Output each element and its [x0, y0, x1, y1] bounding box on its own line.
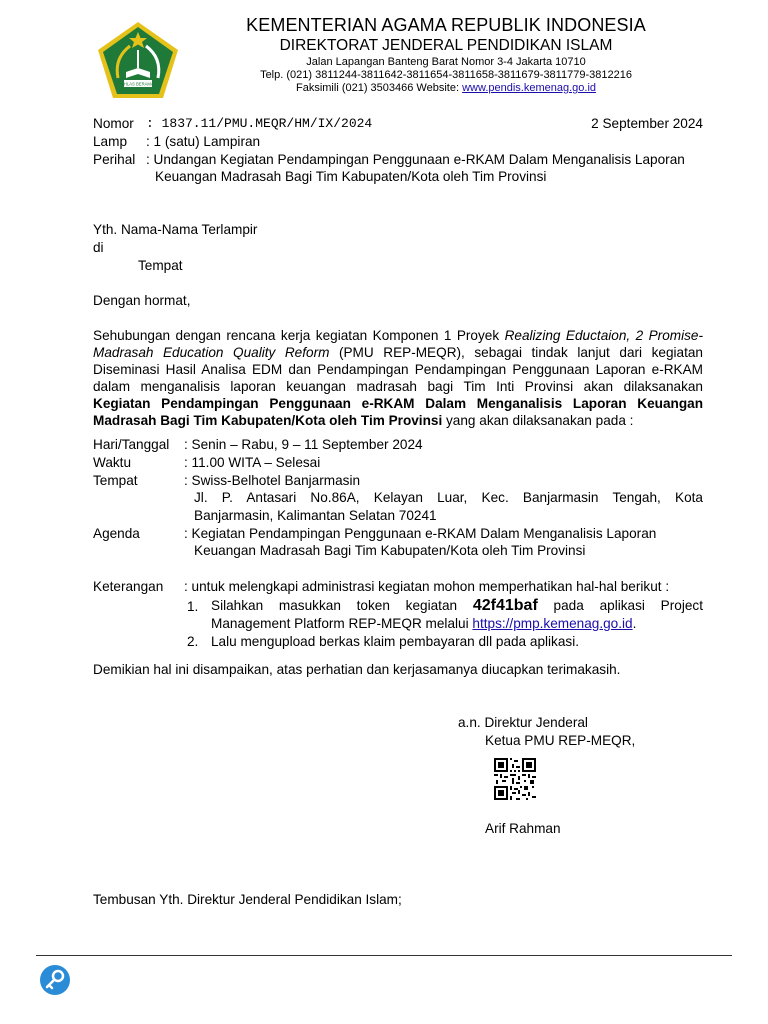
note-1-number: 1. [187, 599, 199, 614]
agenda-line-2: Keuangan Madrasah Bagi Tim Kabupaten/Kota oleh Tim Provinsi [194, 543, 586, 558]
tempat-address-1: Jl. P. Antasari No.86A, Kelayan Luar, Kec. Banjarmasin Tengah, Kota [194, 490, 703, 505]
fax-text: Faksimili (021) 3503466 Website: [295, 82, 463, 94]
body-line-4: dalam menganalisis laporan keuangan madrasah bagi Tim Inti Provinsi akan dilaksanakan [93, 379, 703, 394]
office-address: Jalan Lapangan Banteng Barat Nomor 3-4 Jakarta 10710 [306, 56, 586, 68]
body-line-6 [93, 412, 633, 429]
note-1-line-2 [211, 615, 636, 632]
website-link[interactable]: www.pendis.kemenag.go.id [462, 82, 597, 94]
directorate-name: DIREKTORAT JENDERAL PENDIDIKAN ISLAM [279, 37, 613, 54]
note-1-line-1 [211, 596, 703, 616]
ministry-logo [96, 20, 180, 100]
body-text: yang akan dilaksanakan pada : [442, 413, 634, 428]
body-text: (PMU REP-MEQR), sebagai tindak lanjut dari kegiatan [329, 345, 703, 360]
greeting: Dengan hormat, [93, 293, 191, 308]
letter-date: 2 September 2024 [591, 116, 703, 131]
perihal-line-1: : Undangan Kegiatan Pendampingan Penggunaan e-RKAM Dalam Menganalisis Laporan [146, 152, 685, 167]
tempat-address-2: Banjarmasin, Kalimantan Selatan 70241 [194, 508, 437, 523]
closing-text: Demikian hal ini disampaikan, atas perhatian dan kerjasamanya diucapkan terimakasih. [93, 662, 621, 677]
note-2-text: Lalu mengupload berkas klaim pembayaran dll pada aplikasi. [211, 634, 580, 649]
recipient-line-3: Tempat [138, 258, 183, 273]
body-line-3: Diseminasi Hasil Analisa EDM dan Pendampingan Pendampingan Penggunaan Laporan e-RKAM [93, 362, 703, 377]
ministry-name: KEMENTERIAN AGAMA REPUBLIK INDONESIA [246, 15, 646, 35]
note-2-number: 2. [187, 634, 199, 649]
note-text: . [632, 616, 637, 631]
hari-label: Hari/Tanggal [93, 437, 170, 452]
qr-code [494, 758, 536, 800]
recipient-line-2: di [93, 240, 104, 255]
office-fax-website [210, 82, 682, 94]
tembusan: Tembusan Yth. Direktur Jenderal Pendidikan Islam; [93, 892, 402, 907]
signatory-name: Arif Rahman [485, 821, 561, 836]
body-line-5: Kegiatan Pendampingan Penggunaan e-RKAM Dalam Menganalisis Laporan Keuangan [93, 396, 703, 411]
logo-text: IKHLAS BERAMAL [119, 81, 157, 87]
perihal-line-2: Keuangan Madrasah Bagi Tim Kabupaten/Kota oleh Tim Provinsi [155, 169, 547, 184]
signature-an: a.n. Direktur Jenderal [458, 715, 588, 730]
waktu-label: Waktu [93, 455, 132, 470]
token-code: 42f41baf [472, 597, 538, 614]
perihal-label: Perihal [93, 152, 136, 167]
project-name-cont: Madrasah Education Quality Reform [93, 345, 330, 360]
note-text: pada aplikasi Project [537, 598, 703, 613]
body-line-1 [93, 327, 703, 344]
tempat-label: Tempat [93, 473, 138, 488]
document-viewer-icon[interactable] [39, 964, 71, 996]
tempat-value: : Swiss-Belhotel Banjarmasin [184, 473, 361, 488]
signature-title: Ketua PMU REP-MEQR, [485, 733, 636, 748]
recipient-line-1: Yth. Nama-Nama Terlampir [93, 222, 258, 237]
hari-value: : Senin – Rabu, 9 – 11 September 2024 [184, 437, 423, 452]
office-phone: Telp. (021) 3811244-3811642-3811654-3811658-3811679-3811779-3812216 [260, 69, 632, 81]
footer-divider [36, 955, 732, 956]
note-text: Management Platform REP-MEQR melalui [211, 616, 473, 631]
waktu-value: : 11.00 WITA – Selesai [184, 455, 321, 470]
lamp-label: Lamp [93, 134, 128, 149]
keterangan-label: Keterangan [93, 579, 164, 594]
agenda-label: Agenda [93, 526, 140, 541]
project-name: Realizing Eductaion, 2 Promise- [504, 328, 703, 343]
agenda-line-1: : Kegiatan Pendampingan Penggunaan e-RKAM Dalam Menganalisis Laporan [184, 526, 657, 541]
lamp-value: : 1 (satu) Lampiran [146, 134, 261, 149]
nomor-label: Nomor [93, 116, 134, 131]
nomor-value: : 1837.11/PMU.MEQR/HM/IX/2024 [146, 116, 373, 131]
pmp-link[interactable]: https://pmp.kemenag.go.id [472, 616, 633, 631]
activity-name-bold: Madrasah Bagi Tim Kabupaten/Kota oleh Tim Provinsi [93, 413, 443, 428]
body-text: Sehubungan dengan rencana kerja kegiatan Komponen 1 Proyek [93, 328, 505, 343]
body-line-2 [93, 344, 703, 361]
note-text: Silahkan masukkan token kegiatan [211, 598, 473, 613]
keterangan-intro: : untuk melengkapi administrasi kegiatan mohon memperhatikan hal-hal berikut : [184, 579, 670, 594]
